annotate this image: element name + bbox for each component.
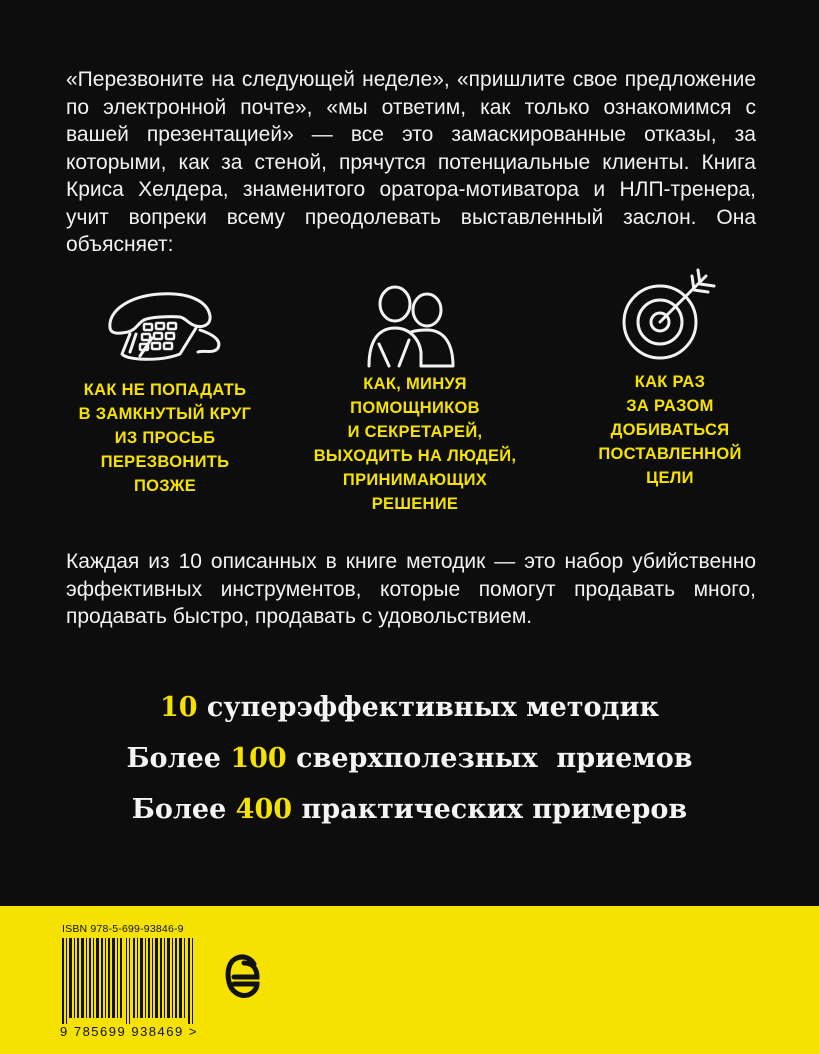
feature-line: ПОМОЩНИКОВ bbox=[350, 399, 480, 417]
feature-line: РЕШЕНИЕ bbox=[371, 495, 459, 513]
feature-line: ПОЗЖЕ bbox=[133, 477, 197, 495]
feature-line: ПОСТАВЛЕННОЙ bbox=[598, 445, 742, 463]
feature-line: ПРИНИМАЮЩИХ bbox=[342, 471, 488, 489]
telephone-icon bbox=[100, 290, 230, 365]
intro-paragraph: «Перезвоните на следующей неделе», «пришлите свое предложение по электронной почте», «мы ответим, как только ознакомимся с вашей презентацией» — все это замаскированные отказы, за которыми, как за стеной, прячутся потенциальные клиенты. Книга Криса Хелдера, знаменитого оратора-мотиватора и НЛП-тренера, учит вопреки всему преодолевать выставленный заслон. Она объясняет: bbox=[66, 68, 756, 256]
barcode-digits: 9 785699 938469 > bbox=[60, 1024, 198, 1039]
feature-line: КАК, МИНУЯ bbox=[363, 375, 467, 393]
publisher-logo-icon bbox=[224, 952, 260, 1002]
stat-methods bbox=[0, 692, 819, 723]
feature-decision-makers bbox=[290, 372, 540, 516]
feature-line: И СЕКРЕТАРЕЙ, bbox=[347, 423, 483, 441]
feature-line: ВЫХОДИТЬ НА ЛЮДЕЙ, bbox=[313, 447, 517, 465]
feature-line: КАК НЕ ПОПАДАТЬ bbox=[83, 381, 247, 399]
feature-callback bbox=[40, 378, 290, 498]
stat-examples bbox=[0, 794, 819, 825]
feature-line: ИЗ ПРОСЬБ bbox=[114, 429, 216, 447]
stat-prefix: Более bbox=[131, 794, 236, 825]
barcode-image bbox=[60, 938, 202, 1024]
outro-paragraph: Каждая из 10 описанных в книге методик — это набор убийственно эффективных инструментов, которые помогут продавать много, продавать быстро, продавать с удовольствием. bbox=[66, 550, 756, 628]
target-icon bbox=[620, 262, 720, 362]
people-icon bbox=[365, 282, 460, 372]
stat-number: 100 bbox=[230, 743, 287, 774]
feature-line: ДОБИВАТЬСЯ bbox=[610, 421, 730, 439]
feature-line: ЦЕЛИ bbox=[646, 469, 694, 487]
feature-line: В ЗАМКНУТЫЙ КРУГ bbox=[78, 405, 252, 423]
stat-prefix: Более bbox=[126, 743, 231, 774]
feature-line: ЗА РАЗОМ bbox=[626, 397, 714, 415]
stat-number: 400 bbox=[235, 794, 293, 825]
stat-suffix: практических примеров bbox=[292, 794, 688, 825]
feature-goals bbox=[545, 370, 795, 490]
feature-line: КАК РАЗ bbox=[634, 373, 706, 391]
stat-techniques bbox=[0, 743, 819, 774]
feature-line: ПЕРЕЗВОНИТЬ bbox=[100, 453, 230, 471]
isbn-label: ISBN 978-5-699-93846-9 bbox=[62, 923, 184, 935]
stat-suffix: сверхполезных приемов bbox=[286, 743, 693, 774]
stat-number: 10 bbox=[159, 692, 198, 723]
stat-suffix: суперэффективных методик bbox=[197, 692, 660, 723]
